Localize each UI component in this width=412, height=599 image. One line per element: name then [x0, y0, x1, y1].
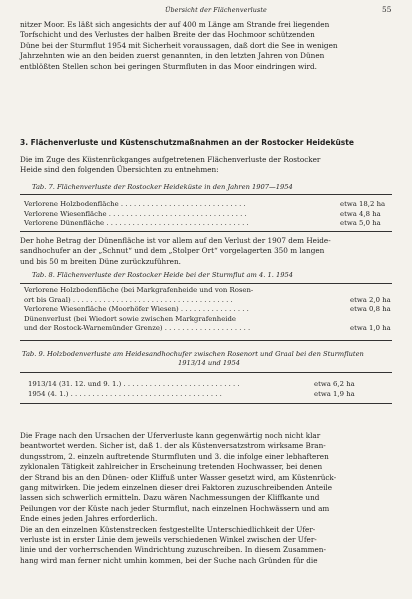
- row-value: etwa 1,9 ha: [314, 389, 355, 398]
- text-line: gang mitwirken. Die jedem einzelnen dieser drei Faktoren zuzuschreibenden Anteile: [20, 483, 333, 493]
- table-rule: [20, 283, 392, 284]
- table7: [20, 197, 392, 229]
- text-line: und bis 50 m breiten Düne zurückzuführen.: [20, 256, 181, 266]
- table9-caption: Tab. 9. Holzbodenverluste am Heidesandhochufer zwischen Rosenort und Graal bei den Sturmfluten: [22, 350, 364, 358]
- final-paragraph: [20, 431, 392, 566]
- text-line: nitzer Moor. Es läßt sich angesichts der auf 400 m Länge am Strande frei liegenden: [20, 20, 330, 29]
- text-line: linie und der vorherrschenden Windrichtung zuzuschreiben. In diesem Zusammen-: [20, 545, 326, 555]
- row-label: und der Rostock-Warnemünder Grenze) . . . . . . . . . . . . . . . . . . . .: [24, 324, 251, 333]
- text-line: der Strand bis an den Dünen- oder Kliffuß unter Wasser gesetzt wird, am Küstenrück-: [20, 472, 337, 482]
- table8: [20, 286, 392, 334]
- text-line: Heide sind den folgenden Übersichten zu entnehmen:: [20, 165, 219, 175]
- text-line: sandhochufer an der „Schnut“ und dem „Stolper Ort“ vorgelagerten 350 m langen: [20, 246, 325, 256]
- row-label: Verlorene Holzbodenfläche . . . . . . . . . . . . . . . . . . . . . . . . . . . . .: [24, 200, 246, 208]
- row-value: etwa 2,0 ha: [350, 295, 391, 304]
- table-rule: [20, 194, 392, 195]
- table7-caption: Tab. 7. Flächenverluste der Rostocker Heideküste in den Jahren 1907—1954: [32, 183, 293, 191]
- table-row: [20, 315, 392, 325]
- table-row: [24, 380, 392, 390]
- row-value: etwa 1,0 ha: [350, 324, 391, 333]
- text-line: dungsstrom, 2. einzeln auftretende Sturmfluten und 3. die infolge einer lebhafteren: [20, 451, 329, 461]
- middle-paragraph: [20, 236, 392, 267]
- text-line: Die Frage nach den Ursachen der Uferverluste kann gegenwärtig noch nicht klar: [20, 431, 321, 440]
- row-value: etwa 4,8 ha: [340, 209, 381, 218]
- text-line: lassen sich schwerlich ermitteln. Dazu wären Nachmessungen der Kliffkante und: [20, 493, 320, 503]
- row-value: etwa 5,0 ha: [340, 219, 381, 228]
- text-line: Der hohe Betrag der Dünenfläche ist vor allem auf den Verlust der 1907 dem Heide-: [20, 236, 331, 245]
- row-label: Verlorene Wiesenfläche (Moorhöfer Wiesen) . . . . . . . . . . . . . . . .: [24, 305, 249, 314]
- text-line: Jahrzehnten wie an den beiden zuerst genannten, in den letzten Jahren von Dünen: [20, 51, 325, 61]
- row-value: etwa 6,2 ha: [314, 380, 355, 388]
- text-line: Düne bei der Sturmflut 1954 mit Sicherheit voraussagen, daß dort die See in wenigen: [20, 40, 338, 50]
- text-line: Torfschicht und des Verlustes der halben Breite der das Hochmoor schützenden: [20, 30, 315, 40]
- row-label: 1913/14 (31. 12. und 9. 1.) . . . . . . . . . . . . . . . . . . . . . . . . . . .: [28, 380, 240, 388]
- table-row: [20, 200, 392, 210]
- row-label: Dünenverlust (bei Wiedort sowie zwischen Markgrafenheide: [24, 314, 236, 323]
- table-row: [20, 296, 392, 306]
- text-line: beantwortet werden. Sicher ist, daß 1. der als Küstenversatzstrom wirksame Bran-: [20, 441, 326, 451]
- row-label: 1954 (4. 1.) . . . . . . . . . . . . . . . . . . . . . . . . . . . . . . . . . . .: [28, 389, 222, 398]
- row-label: ort bis Graal) . . . . . . . . . . . . . . . . . . . . . . . . . . . . . . . . . . . . .: [24, 295, 233, 304]
- table9: [24, 380, 392, 399]
- row-label: Verlorene Dünenfläche . . . . . . . . . . . . . . . . . . . . . . . . . . . . . . . . .: [24, 219, 249, 228]
- text-line: zyklonalen Tätigkeit zahlreicher in Erscheinung tretenden Hochwasser, bei denen: [20, 462, 323, 472]
- table8-caption: Tab. 8. Flächenverluste der Rostocker Heide bei der Sturmflut am 4. 1. 1954: [32, 271, 294, 279]
- running-title: Übersicht der Flächenverluste: [165, 6, 267, 14]
- table-row: [20, 324, 392, 334]
- text-line: verluste ist in erster Linie dem jeweils verschiedenen Winkel zwischen der Ufer-: [20, 535, 317, 545]
- table-row: [20, 219, 392, 229]
- table-rule: [20, 372, 392, 373]
- table-rule: [20, 231, 392, 232]
- text-line: Die im Zuge des Küstenrückganges aufgetretenen Flächenverluste der Rostocker: [20, 155, 321, 164]
- intro-paragraph: [20, 20, 392, 72]
- section-paragraph: [20, 155, 392, 176]
- row-value: etwa 0,8 ha: [350, 305, 391, 314]
- table-rule: [20, 340, 392, 341]
- table-row: [20, 210, 392, 220]
- page-number: 55: [382, 5, 392, 14]
- text-line: Peilungen vor der Küste nach jeder Sturmflut, nach einzelnen Hochwässern und am: [20, 503, 330, 513]
- text-line: hang wird man ferner nicht umhin kommen, bei der Suche nach Gründen für die: [20, 555, 318, 565]
- table9-caption-line2: 1913/14 und 1954: [178, 359, 240, 367]
- text-line: Die an den einzelnen Küstenstrecken festgestellte Unterschiedlichkeit der Ufer-: [20, 524, 316, 534]
- table-row: [20, 305, 392, 315]
- text-line: entblößten Stellen schon bei geringen Sturmfluten in das Moor eindringen wird.: [20, 61, 317, 71]
- row-label: Verlorene Holzbodenfläche (bei Markgrafenheide und von Rosen-: [24, 286, 254, 294]
- row-value: etwa 18,2 ha: [340, 200, 386, 208]
- table-rule: [20, 403, 392, 404]
- text-line: Ende eines jeden Jahres erforderlich.: [20, 514, 158, 524]
- section-heading: 3. Flächenverluste und Küstenschutzmaßnahmen an der Rostocker Heideküste: [20, 138, 354, 147]
- table-row: [20, 286, 392, 296]
- table-row: [24, 390, 392, 400]
- row-label: Verlorene Wiesenfläche . . . . . . . . . . . . . . . . . . . . . . . . . . . . . . . .: [24, 209, 247, 218]
